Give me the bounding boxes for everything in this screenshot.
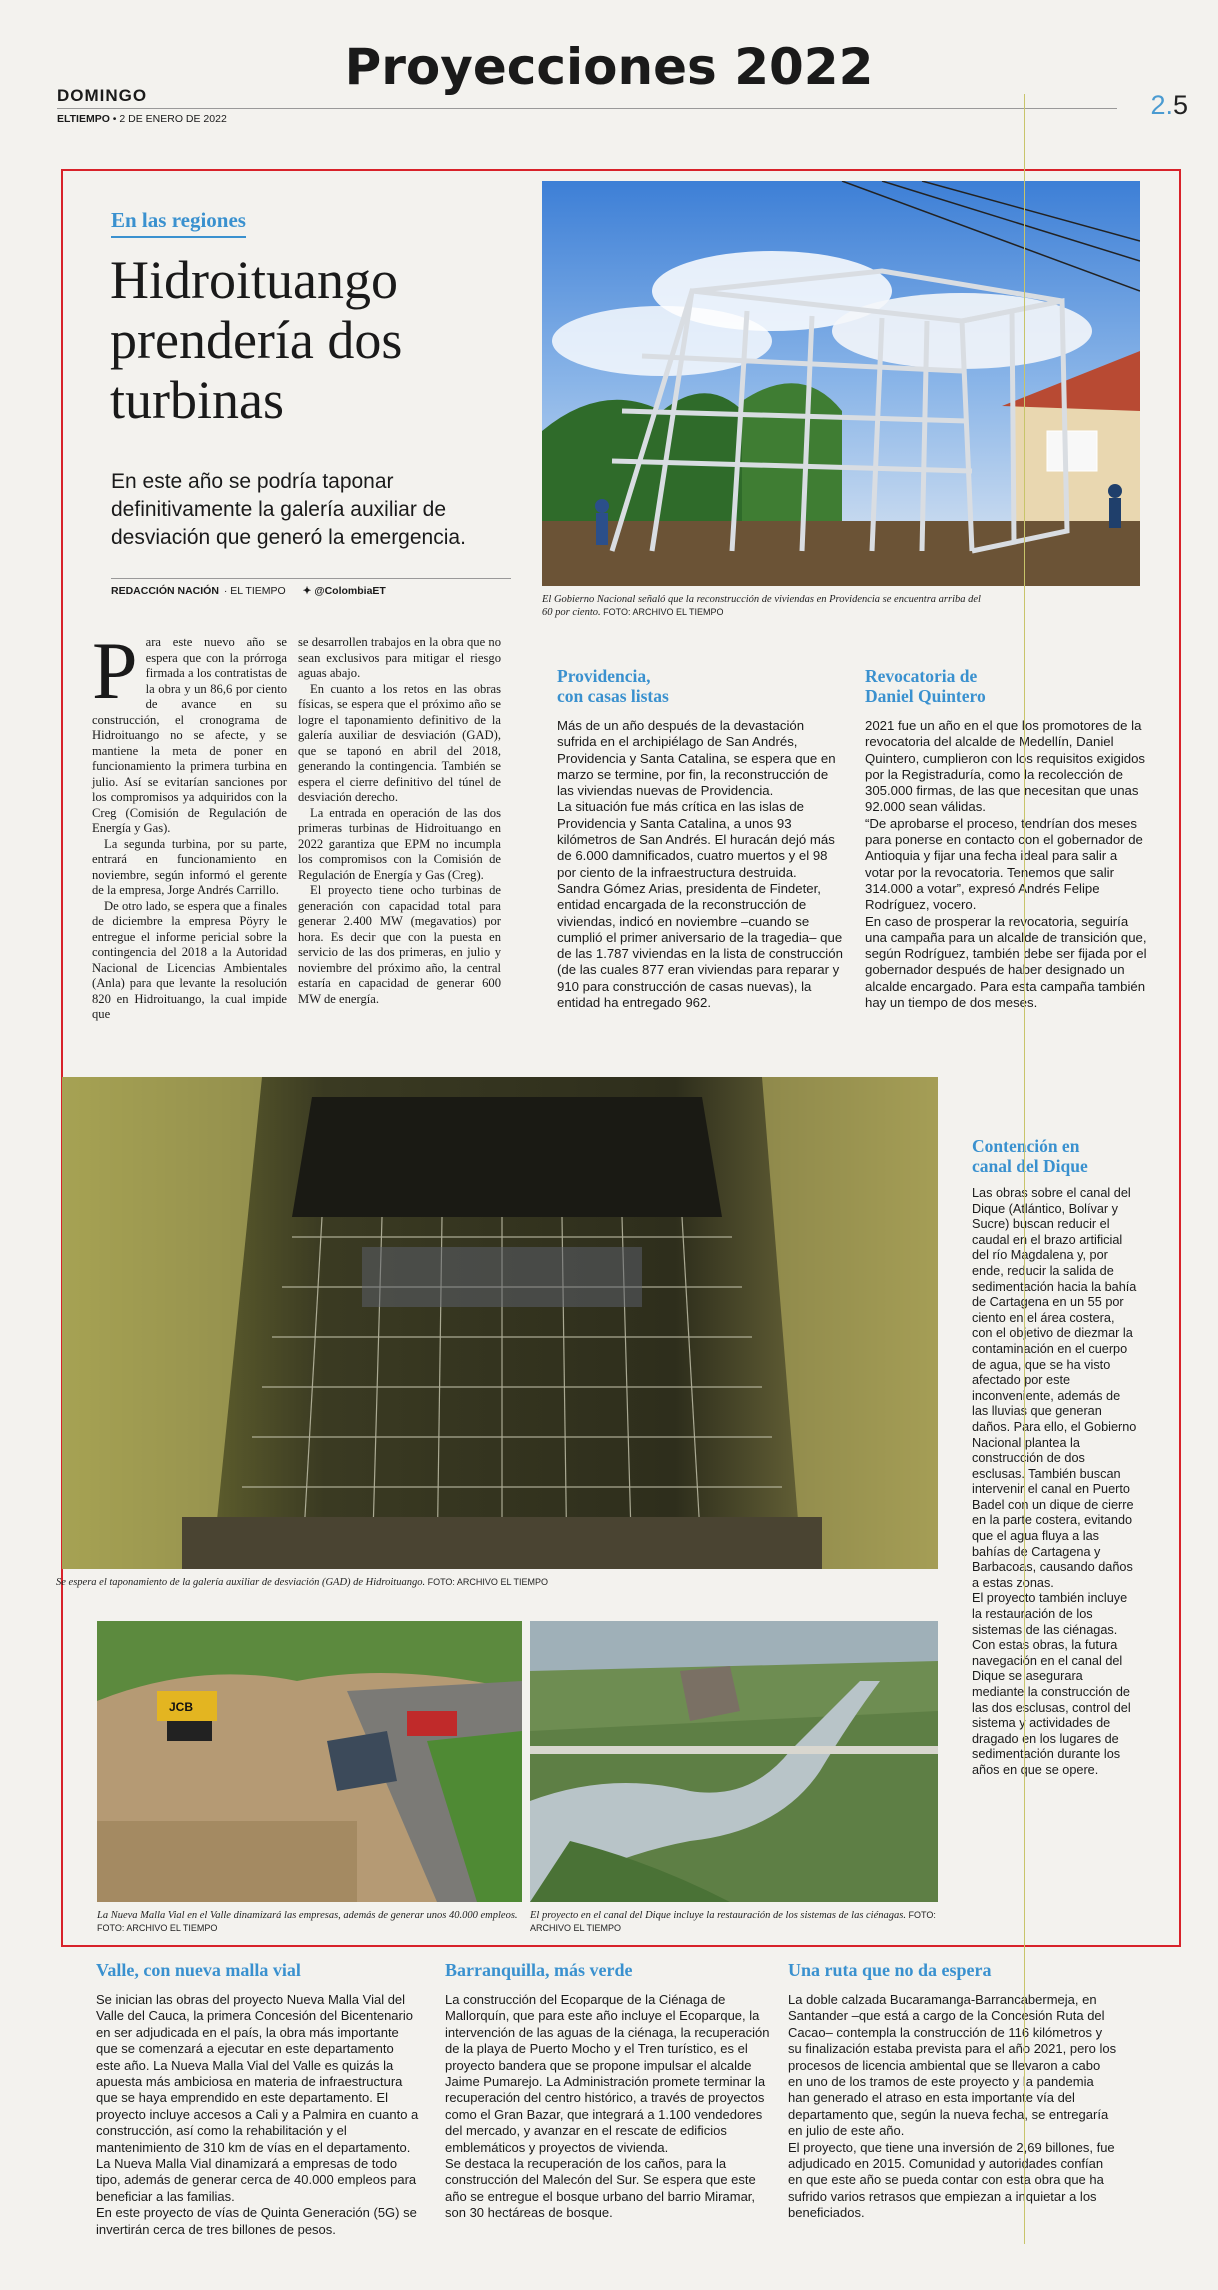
page-number [1150, 90, 1188, 121]
paragraph: El proyecto tiene ocho turbinas de generación con capacidad total para generar 2.400 MW (megavatios) por hora. Es decir que con la puesta en servicio de las dos primeras, en julio y noviembre del próximo año, la central estaría en capacidad de generar 600 MW de energía. [298, 883, 501, 1006]
title-line: canal del Dique [972, 1156, 1088, 1176]
paragraph: En cuanto a los retos en las obras físicas, se espera que el próximo año se logre el taponamiento definitivo de la galería auxiliar de desviación (GAD), que se taponó en abril del 2018, generando la contingencia. También se espera el cierre definitivo del túnel de desviación derecho. [298, 681, 501, 804]
title-line: Revocatoria de [865, 666, 978, 686]
scan-fold-line [1024, 94, 1025, 2244]
paragraph [92, 625, 287, 837]
body-column-2 [298, 635, 501, 1007]
sidebar-dique-title [972, 1136, 1088, 1176]
photo-credit: FOTO: ARCHIVO EL TIEMPO [97, 1923, 218, 1933]
paragraph: El proyecto, que tiene una inversión de 2,69 billones, fue adjudicado en 2015. Comunidad y autoridades confían en que este año se pueda contar con esta obra que ha sufrido varios retrasos que empiezan a inquietar a los beneficiados. [788, 2139, 1115, 2221]
sidebar-revocatoria-body [865, 718, 1150, 1011]
sidebar-dique-body [972, 1186, 1137, 1779]
caption-text: El Gobierno Nacional señaló que la reconstrucción de viviendas en Providencia se encuentra arriba del 60 por ciento. [542, 594, 981, 618]
page-number-b: 5 [1172, 90, 1188, 120]
paragraph: La segunda turbina, por su parte, entrará en funcionamiento en noviembre, según informó el gerente de la empresa, Jorge Andrés Carrillo. [92, 836, 287, 897]
caption-text: El proyecto en el canal del Dique incluye la restauración de los sistemas de las ciénagas. [530, 1910, 906, 1921]
paragraph: Las obras sobre el canal del Dique (Atlántico, Bolívar y Sucre) buscan reducir el caudal en el brazo artificial del río Magdalena y, por ende, reducir la salida de sedimentación hacia la bahía de Cartagena en un 55 por ciento en el área costera, con el objetivo de diezmar la contaminación en el cuerpo de agua, que se ha visto afectado por este inconveniente, además de las lluvias que generan daños. Para ello, el Gobierno Nacional plantea la construcción de dos esclusas. También buscan intervenir el canal en Puerto Badel con un dique de cierre en la parte costera, evitando que el agua fluya a las bahías de Cartagena y Barbacoas, causando daños a estas zonas. [972, 1186, 1137, 1590]
paragraph: Sandra Gómez Arias, presidenta de Findeter, entidad encargada de la reconstrucción de viviendas, indicó en noviembre –cuando se cumplió el primer aniversario de la tragedia– que de las 1.787 viviendas en la lista de construcción (de las cuales 877 eran viviendas para reparar y 910 para construcción de casas nuevas), la entidad ha entregado 962. [557, 880, 843, 1011]
byline-org: · EL TIEMPO [220, 585, 286, 597]
paragraph: se desarrollen trabajos en la obra que no sean exclusivos para mitigar el riesgo aguas abajo. [298, 635, 501, 680]
byline-author: REDACCIÓN NACIÓN [111, 585, 219, 597]
paragraph: De otro lado, se espera que a finales de diciembre la empresa Pöyry le entregue el informe pericial sobre la contingencia del 2018 a la Autoridad Nacional de Licencias Ambientales (Anla) para que levante la resolución 820 en Hidroituango, la cual impide que [92, 898, 287, 1021]
paper-name: ELTIEMPO [57, 113, 110, 125]
photo-caption-road [97, 1909, 527, 1935]
photo-tunnel-gad [62, 1077, 938, 1569]
story-barranquilla-title: Barranquilla, más verde [445, 1960, 633, 1980]
sidebar-providencia-title [557, 666, 669, 706]
title-line: con casas listas [557, 686, 669, 706]
dek: En este año se podría taponar definitivamente la galería auxiliar de desviación que generó la emergencia. [111, 470, 466, 549]
paragraph: La situación fue más crítica en las islas de Providencia y Santa Catalina, a unos 93 kilómetros de San Andrés. El huracán dejó más de 6.000 damnificados, cuatro muertos y el 98 por ciento de la infraestructura destruida. [557, 799, 835, 880]
paragraph: En este proyecto de vías de Quinta Generación (5G) se invertirán cerca de tres billones de pesos. [96, 2205, 417, 2237]
photo-credit: FOTO: ARCHIVO EL TIEMPO [600, 607, 724, 617]
section-day: DOMINGO [57, 86, 148, 105]
paragraph-text: ara este nuevo año se espera que con la prórroga firmada a los contratistas de la obra y un 86,6 por ciento de avance en su construcción, el cronograma de Hidroituango no se afecte, y se mantiene la meta de poner en funcionamiento la primera turbina en julio. Así se evitarían sanciones por los compromisos ya adquiridos con la Creg (Comisión de Regulación de Energía y Gas). [92, 635, 287, 835]
twitter-icon: ✦ [302, 585, 312, 597]
photo-house-reconstruction [542, 181, 1140, 586]
paragraph: El proyecto también incluye la restauración de los sistemas de las ciénagas. Con estas obras, la futura navegación en el canal del Dique se asegurara mediante la construcción de las dos esclusas, control del sistema y actividades de dragado en los lugares de sedimentación durante los años en que se opere. [972, 1591, 1131, 1777]
paragraph: 2021 fue un año en el que los promotores de la revocatoria del alcalde de Medellín, Daniel Quintero, cumplieron con los requisitos exigidos por la Registraduría, como la recolección de 305.000 firmas, de las que necesitan que unas 92.000 sean válidas. [865, 718, 1146, 815]
byline [111, 578, 511, 597]
paragraph: La construcción del Ecoparque de la Ciénaga de Mallorquín, que para este año incluye el Ecoparque, la intervención de las aguas de la ciénaga, la recuperación de la playa de Puerto Mocho y el Tren turístico, es el proyecto bandera que se propone impulsar el alcalde Jaime Pumarejo. La Administración promete terminar la recuperación del centro histórico, a través de proyectos como el Gran Bazar, que integrará a 1.100 vendedores del mercado, y avanzar en el rescate de edificios emblemáticos y proyectos de vivienda. [445, 1992, 770, 2155]
story-valle-body [96, 1992, 421, 2238]
story-valle-title: Valle, con nueva malla vial [96, 1960, 301, 1980]
header-rule [57, 108, 1117, 109]
caption-text: Se espera el taponamiento de la galería auxiliar de desviación (GAD) de Hidroituango. [56, 1577, 426, 1588]
photo-caption-tunnel [56, 1576, 936, 1589]
sidebar-providencia-body [557, 718, 845, 1011]
twitter-handle[interactable] [303, 585, 386, 597]
photo-canal-dique [530, 1621, 938, 1902]
page-number-a: 2. [1150, 90, 1173, 120]
body-column-1 [92, 625, 287, 1023]
headline: Hidroituango prendería dos turbinas [110, 250, 403, 430]
sidebar-revocatoria-title [865, 666, 986, 706]
kicker: En las regiones [111, 208, 246, 238]
photo-caption-river [530, 1909, 940, 1935]
paragraph: Más de un año después de la devastación sufrida en el archipiélago de San Andrés, Providencia y Santa Catalina, se espera que en marzo se termine, por fin, la reconstrucción de las viviendas nuevas de Providencia. [557, 718, 836, 799]
caption-text: La Nueva Malla Vial en el Valle dinamizará las empresas, además de generar unos 40.000 empleos. [97, 1910, 518, 1921]
photo-credit: FOTO: ARCHIVO EL TIEMPO [530, 1910, 936, 1933]
excavator-logo: JCB [169, 1700, 194, 1714]
paragraph: La doble calzada Bucaramanga-Barrancabermeja, en Santander –que está a cargo de la Concesión Ruta del Cacao– contempla la construcción de 116 kilómetros y su finalización estaba prevista para el año 2021, pero los procesos de licencia ambiental que se llevaron a cabo en uno de los tramos de este proyecto y la pandemia han generado el atraso en esta importante vía del departamento que, según la nueva fecha, se entregaría en julio de este año. [788, 1992, 1117, 2139]
story-barranquilla-body [445, 1992, 770, 2222]
story-ruta-body [788, 1992, 1118, 2222]
title-line: Contención en [972, 1136, 1080, 1156]
paragraph: En caso de prosperar la revocatoria, seguiría una campaña para un alcalde de transición que, según Rodríguez, también debe ser fijada por el gobernador después de haber designado un alcalde encargado. Para esta campaña también hay un tiempo de dos meses. [865, 913, 1147, 1011]
photo-credit: FOTO: ARCHIVO EL TIEMPO [425, 1577, 548, 1587]
drop-cap: P [92, 625, 138, 716]
photo-caption-house [542, 593, 982, 619]
date: • 2 DE ENERO DE 2022 [109, 113, 227, 125]
paragraph: Se destaca la recuperación de los caños, para la construcción del Malecón del Sur. Se espera que este año se entregue el bosque urbano del barrio Miramar, son 30 hectáreas de bosque. [445, 2156, 756, 2221]
paragraph: Se inician las obras del proyecto Nueva Malla Vial del Valle del Cauca, la primera Concesión del Bicentenario en ser adjudicada en el país, la obra más importante que se comenzará a ejecutar en este departamento este año. La Nueva Malla Vial del Valle es quizás la apuesta más ambiciosa en materia de infraestructura que se haya emprendido en este departamento. El proyecto incluye accesos a Cali y a Palmira en cuanto a construcción, así como la rehabilitación y el mantenimiento de 310 km de vías en el departamento. La Nueva Malla Vial dinamizará a empresas de todo tipo, además de generar cerca de 40.000 empleos para beneficiar a las familias. [96, 1992, 419, 2204]
paragraph: La entrada en operación de las dos primeras turbinas de Hidroituango en 2022 garantiza que EPM no incumpla los compromisos con la Comisión de Regulación de Energía y Gas (Creg). [298, 805, 501, 882]
title-line: Daniel Quintero [865, 686, 986, 706]
publication-date [57, 113, 227, 125]
paragraph: “De aprobarse el proceso, tendrían dos meses para ponerse en contacto con el gobernador de Antioquia y fijar una fecha ideal para salir a votar por la revocatoria. Tenemos que salir 314.000 a votar”, expresó Andrés Felipe Rodríguez, vocero. [865, 815, 1143, 913]
title-line: Providencia, [557, 666, 651, 686]
story-ruta-title: Una ruta que no da espera [788, 1960, 992, 1980]
page-title: Proyecciones 2022 [344, 38, 874, 96]
twitter-label: @ColombiaET [314, 585, 386, 597]
photo-road-valle [97, 1621, 522, 1902]
